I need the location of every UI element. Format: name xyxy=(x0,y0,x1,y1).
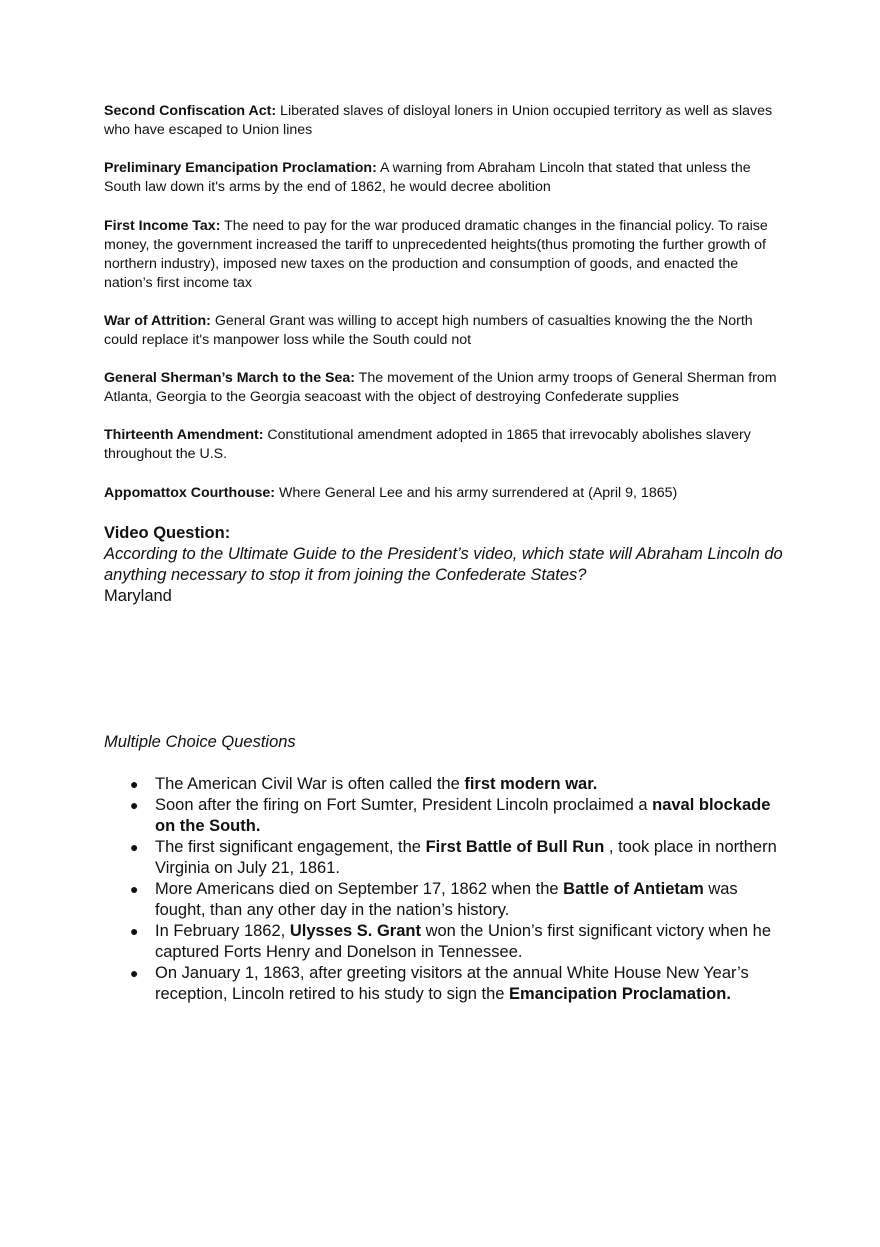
term-title: War of Attrition: xyxy=(104,313,211,329)
bullet-icon: ● xyxy=(130,923,139,939)
item-bold-text: First Battle of Bull Run xyxy=(425,838,605,856)
term-second-confiscation-act xyxy=(104,102,784,140)
item-text-after: won the Union’s first significant victory when he captured Forts Henry and Donelson in Tennessee. xyxy=(155,922,772,961)
item-text-after: was fought, than any other day in the nation’s history. xyxy=(155,880,738,919)
term-title: Appomattox Courthouse: xyxy=(104,485,276,501)
term-title: General Sherman’s March to the Sea: xyxy=(104,370,355,386)
multiple-choice-heading: Multiple Choice Questions xyxy=(104,733,296,751)
term-first-income-tax xyxy=(104,217,784,293)
term-thirteenth-amendment xyxy=(104,426,784,464)
item-bold-text: Ulysses S. Grant xyxy=(289,922,421,940)
term-definition: Constitutional amendment adopted in 1865 that irrevocably abolishes slavery throughout the U.S. xyxy=(104,427,751,462)
item-text: The first significant engagement, the xyxy=(155,838,426,856)
term-title: Thirteenth Amendment: xyxy=(104,427,264,443)
term-preliminary-emancipation-proclamation xyxy=(104,159,784,197)
term-definition: Liberated slaves of disloyal loners in Union occupied territory as well as slaves who have escaped to Union lines xyxy=(104,103,773,138)
item-text: On January 1, 1863, after greeting visitors at the annual White House New Year’s reception, Lincoln retired to his study to sign the xyxy=(155,964,749,1003)
term-definition: A warning from Abraham Lincoln that stated that unless the South law down it's arms by the end of 1862, he would decree abolition xyxy=(104,160,751,195)
term-definition: The need to pay for the war produced dramatic changes in the financial policy. To raise money, the government increased the tariff to unprecedented heights(thus promoting the further growth of northern industry), imposed new taxes on the production and consumption of goods, and enacted the nation’s first income tax xyxy=(104,218,768,291)
bullet-icon: ● xyxy=(130,797,139,813)
list-item xyxy=(104,774,784,795)
video-question-answer: Maryland xyxy=(104,587,172,605)
list-item xyxy=(104,795,784,837)
bullet-icon: ● xyxy=(130,881,139,897)
item-text: More Americans died on September 17, 1862 when the xyxy=(155,880,564,898)
term-title: Second Confiscation Act: xyxy=(104,103,277,119)
item-bold-text: Battle of Antietam xyxy=(563,880,704,898)
bullet-icon: ● xyxy=(130,776,139,792)
term-appomattox-courthouse xyxy=(104,484,784,503)
item-bold-text: naval blockade on the South. xyxy=(155,796,771,835)
list-item xyxy=(104,879,784,921)
list-item xyxy=(104,963,784,1005)
list-item xyxy=(104,921,784,963)
term-war-of-attrition xyxy=(104,312,784,350)
term-title: Preliminary Emancipation Proclamation: xyxy=(104,160,377,176)
list-item xyxy=(104,837,784,879)
item-text: In February 1862, xyxy=(155,922,290,940)
term-definition: General Grant was willing to accept high numbers of casualties knowing the the North could replace it's manpower loss while the South could not xyxy=(104,313,753,348)
term-definition: Where General Lee and his army surrendered at (April 9, 1865) xyxy=(275,485,678,501)
item-text-after: , took place in northern Virginia on July 21, 1861. xyxy=(155,838,777,877)
term-title: First Income Tax: xyxy=(104,218,221,234)
bullet-icon: ● xyxy=(130,965,139,981)
video-question-text: According to the Ultimate Guide to the President’s video, which state will Abraham Lincoln do anything necessary to stop it from joining the Confederate States? xyxy=(104,545,783,584)
bullet-icon: ● xyxy=(130,839,139,855)
item-text: Soon after the firing on Fort Sumter, President Lincoln proclaimed a xyxy=(155,796,653,814)
multiple-choice-list xyxy=(104,774,784,1005)
item-bold-text: Emancipation Proclamation. xyxy=(509,985,731,1003)
video-question-heading: Video Question: xyxy=(104,524,231,542)
item-text: The American Civil War is often called the xyxy=(155,775,465,793)
term-shermans-march xyxy=(104,369,784,407)
term-definition: The movement of the Union army troops of General Sherman from Atlanta, Georgia to the Georgia seacoast with the object of destroying Confederate supplies xyxy=(104,370,777,405)
item-bold-text: first modern war. xyxy=(464,775,598,793)
